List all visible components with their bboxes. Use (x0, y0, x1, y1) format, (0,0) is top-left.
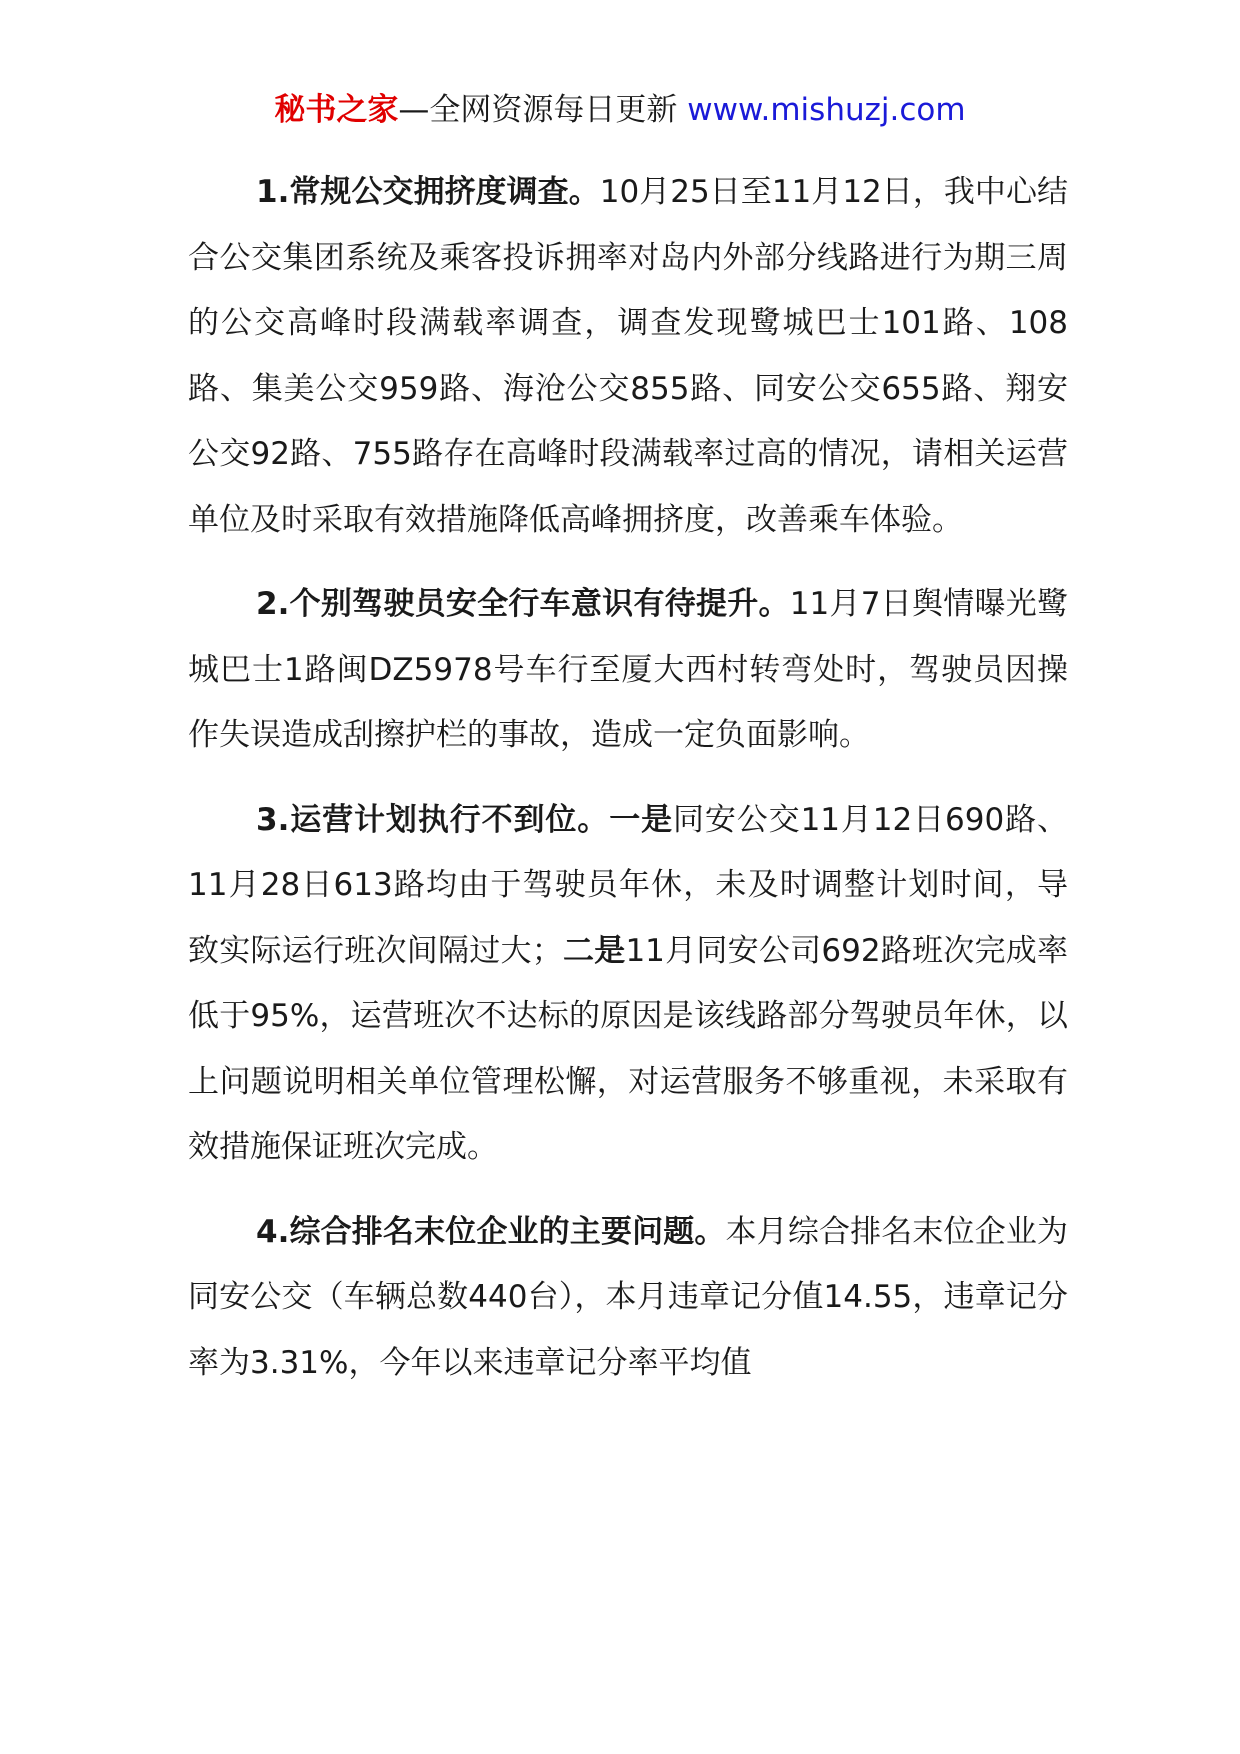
paragraph-text: 本月综合排名末位企业为同安公交（车辆总数440台），本月违章记分值14.55，违章记分率为3.31%，今年以来违章记分率平均值 (188, 1213, 1068, 1381)
document-body (188, 160, 1068, 1415)
site-header (0, 88, 1240, 132)
paragraph-heading: 2.个别驾驶员安全行车意识有待提升。 (256, 586, 790, 622)
paragraph-lead: 一是 (609, 801, 673, 838)
site-brand: 秘书之家 (274, 92, 399, 128)
paragraph-4 (188, 1200, 1068, 1397)
paragraph-3 (188, 788, 1068, 1181)
paragraph-heading: 1.常规公交拥挤度调查。 (256, 174, 600, 210)
paragraph-text: 10月25日至11月12日，我中心结合公交集团系统及乘客投诉拥率对岛内外部分线路进行为期三周的公交高峰时段满载率调查，调查发现鹭城巴士101路、108路、集美公交959路、海沧公交855路、同安公交655路、翔安公交92路、755路存在高峰时段满载率过高的情况，请相关运营单位及时采取有效措施降低高峰拥挤度，改善乘车体验。 (188, 174, 1068, 538)
paragraph-text: 同安公交11月12日690路、11月28日613路均由于驾驶员年休，未及时调整计划时间，导致实际运行班次间隔过大； (188, 801, 1068, 969)
site-url-link[interactable]: www.mishuzj.com (687, 92, 966, 128)
paragraph-text: 11月7日舆情曝光鹭城巴士1路闽DZ5978号车行至厦大西村转弯处时，驾驶员因操作失误造成刮擦护栏的事故，造成一定负面影响。 (188, 586, 1068, 753)
paragraph-2 (188, 572, 1068, 769)
site-slogan: —全网资源每日更新 (398, 92, 688, 128)
paragraph-text: 11月同安公司692路班次完成率低于95%，运营班次不达标的原因是该线路部分驾驶员年休，以上问题说明相关单位管理松懈，对运营服务不够重视，未采取有效措施保证班次完成。 (188, 932, 1069, 1165)
paragraph-1 (188, 160, 1068, 553)
paragraph-lead: 二是 (562, 932, 626, 969)
paragraph-heading: 4.综合排名末位企业的主要问题。 (256, 1213, 726, 1250)
paragraph-heading: 3.运营计划执行不到位。 (256, 801, 610, 838)
